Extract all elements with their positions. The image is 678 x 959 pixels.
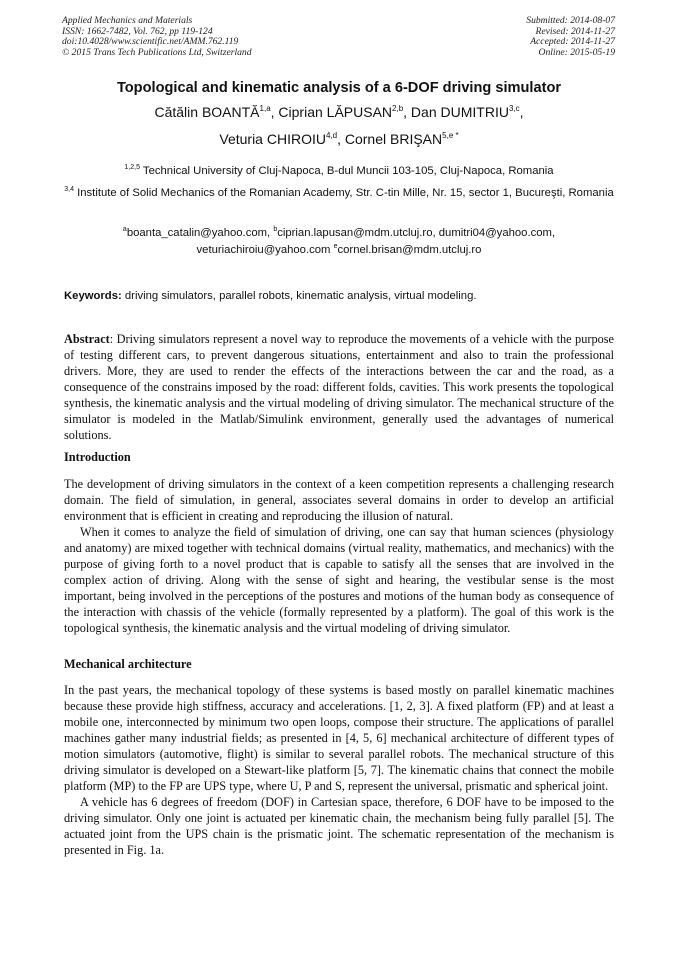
author-affiliation-mark: 3,c xyxy=(508,104,520,113)
doi-line: doi:10.4028/www.scientific.net/AMM.762.119 xyxy=(62,36,239,48)
email-text: cornel.brisan@mdm.utcluj.ro xyxy=(337,244,482,256)
abstract-text: : Driving simulators represent a novel way to reproduce the movements of a vehicle with the purpose of testing different cars, to prevent dangerous situations, entertainment and also to train the professional drivers. More, they are used to render the effects of the interactions between the car and the road, as a consequence of the constrains imposed by the road: different folds, cavities. This work presents the topological synthesis, the kinematic analysis and the virtual modeling of driving simulator. The mechanical structure of the simulator is modeled in the Matlab/Simulink environment, generally used the advantages of numerical solutions. xyxy=(64,332,614,442)
online-date: Online: 2015-05-19 xyxy=(538,46,615,58)
journal-info xyxy=(62,16,252,58)
paper-title: Topological and kinematic analysis of a 6-DOF driving simulator xyxy=(116,80,562,96)
affiliation-mark: 1,2,5 xyxy=(124,164,140,171)
abstract-label: Abstract xyxy=(64,332,110,346)
paragraph: The development of driving simulators in the context of a keen competition represents a challenging research domain. The field of simulation, in general, associates several domains in order to develop an artificial environment that is efficient in creating and reproducing the illusion of natural. xyxy=(64,477,614,523)
issn-line: ISSN: 1662-7482, Vol. 762, pp 119-124 xyxy=(62,25,213,37)
abstract-paragraph xyxy=(64,331,614,443)
author-affiliation-mark: 2,b xyxy=(392,104,404,113)
publication-dates xyxy=(526,16,615,58)
author-name: , Cornel BRIŞAN xyxy=(337,131,443,147)
author-emails xyxy=(62,223,616,257)
introduction-heading: Introduction xyxy=(64,450,131,464)
affiliation-text: Technical University of Cluj-Napoca, B-dul Muncii 103-105, Cluj-Napoca, Romania xyxy=(140,165,554,177)
journal-name: Applied Mechanics and Materials xyxy=(62,15,193,26)
affiliation-text: Institute of Solid Mechanics of the Romanian Academy, Str. C-tin Mille, Nr. 15, sector 1, Bucureşti, Romania xyxy=(73,187,614,199)
email-text: veturiachiroiu@yahoo.com xyxy=(196,244,334,256)
introduction-body xyxy=(64,476,614,636)
affiliation-1 xyxy=(62,161,616,178)
keywords-label: Keywords: xyxy=(64,290,122,302)
author-name: , Dan DUMITRIU xyxy=(403,104,509,120)
authors-line-1 xyxy=(0,104,678,120)
email-text: ciprian.lapusan@mdm.utcluj.ro, dumitri04@yahoo.com, xyxy=(277,227,556,239)
affiliation-2 xyxy=(62,183,616,200)
abstract xyxy=(64,331,614,443)
author-affiliation-mark: 5,e * xyxy=(442,131,459,140)
author-name: Veturia CHIROIU xyxy=(219,131,326,147)
paragraph: When it comes to analyze the field of simulation of driving, one can say that human sciences (physiology and anatomy) are mixed together with technical domains (virtual reality, mathematics, and mechanics) with the purpose of giving forth to a novel product that is capable to satisfy all the senses that are involved in the complex action of driving. Along with the sense of sight and hearing, the vestibular sense is the most important, being involved in the perceptions of the postures and motions of the human body as consequence of the interaction with chassis of the vehicle (formally represented by a platform). The goal of this work is the topological synthesis, the kinematic analysis and the virtual modeling of driving simulator. xyxy=(64,525,614,635)
author-name: , Ciprian LĂPUSAN xyxy=(270,104,393,120)
email-mark: a xyxy=(122,226,127,233)
accepted-date: Accepted: 2014-11-27 xyxy=(530,36,615,48)
author-affiliation-mark: 1,a xyxy=(259,104,271,113)
revised-date: Revised: 2014-11-27 xyxy=(535,25,615,37)
author-name: Cătălin BOANTĂ xyxy=(154,104,260,120)
email-text: boanta_catalin@yahoo.com, xyxy=(126,227,274,239)
copyright-line: © 2015 Trans Tech Publications Ltd, Switzerland xyxy=(62,46,252,58)
mechanical-architecture-body xyxy=(64,682,614,858)
email-mark: b xyxy=(273,226,278,233)
keywords xyxy=(64,290,477,302)
paragraph: In the past years, the mechanical topology of these systems is based mostly on parallel kinematic machines because these provide high stiffness, accuracy and accelerations. [1, 2, 3]. A fixed platform (FP) and at least a mobile one, interconnected by minimum two open loops, compose their structure. The applications of parallel machines gather many industrial fields; as presented in [4, 5, 6] mechanical architecture of different types of motion simulators (automotive, flight) is similar to several parallel robots. The mechanical structure of this driving simulator is developed on a Stewart-like platform [5, 7]. The kinematic chains that connect the mobile platform (MP) to the FP are UPS type, where U, P and S, represent the universal, prismatic and spherical joint. xyxy=(64,683,614,793)
paragraph: A vehicle has 6 degrees of freedom (DOF) in Cartesian space, therefore, 6 DOF have to be imposed to the driving simulator. Only one joint is actuated per kinematic chain, the mechanism being fully parallel [5]. The actuated joint from the UPS chain is the prismatic joint. The schematic representation of the mechanism is presented in Fig. 1a. xyxy=(64,795,614,857)
affiliation-mark: 3,4 xyxy=(64,186,74,193)
submitted-date: Submitted: 2014-08-07 xyxy=(526,15,615,26)
mechanical-architecture-heading: Mechanical architecture xyxy=(64,657,192,671)
author-separator: , xyxy=(519,104,524,120)
keywords-text: driving simulators, parallel robots, kinematic analysis, virtual modeling. xyxy=(121,290,477,302)
authors-line-2 xyxy=(0,131,678,147)
author-affiliation-mark: 4,d xyxy=(325,131,338,140)
email-mark: e xyxy=(333,243,338,250)
